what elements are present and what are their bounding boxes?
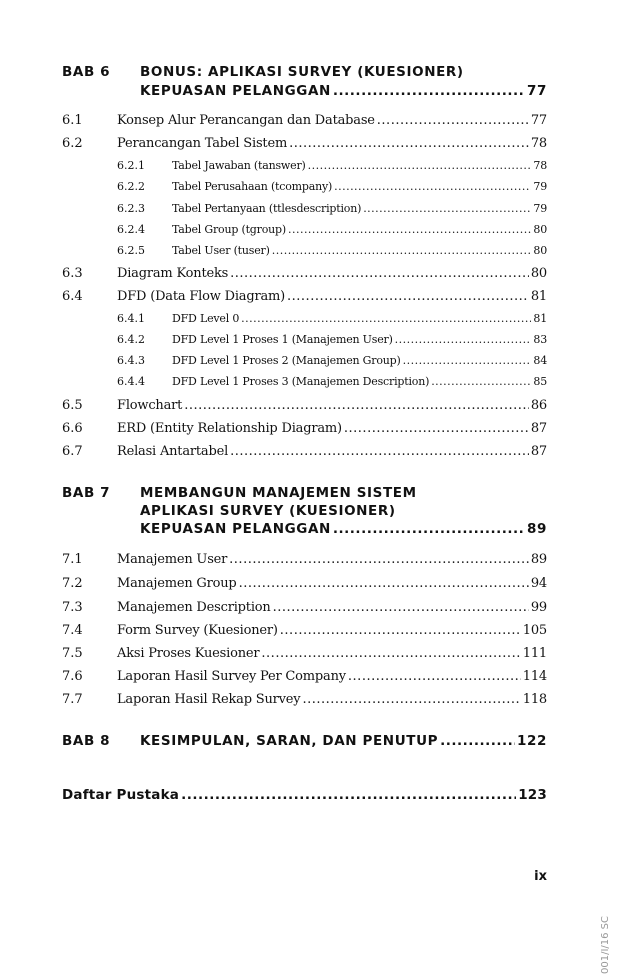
dot-leader (273, 600, 529, 615)
page-ref: 80 (530, 266, 547, 281)
dot-leader (377, 113, 529, 128)
page-ref: 87 (530, 421, 547, 436)
section-number: 7.4 (62, 623, 83, 638)
chapter-title: KESIMPULAN, SARAN, DAN PENUTUP (140, 733, 439, 749)
page-ref: 79 (533, 202, 547, 215)
chapter-title: KEPUASAN PELANGGAN (140, 521, 331, 537)
toc-entry (172, 223, 547, 236)
toc-entry (172, 354, 547, 367)
toc-entry (117, 444, 547, 459)
page-ref: 94 (530, 576, 547, 591)
page-ref: 84 (533, 354, 547, 367)
dot-leader (261, 646, 520, 661)
page-ref: 78 (530, 136, 547, 151)
toc-entry (172, 333, 547, 346)
page-ref: 99 (530, 600, 547, 615)
page-ref: 77 (527, 83, 547, 99)
entry-title: Tabel Pertanyaan (ttlesdescription) (172, 202, 362, 215)
entry-title: DFD Level 1 Proses 3 (Manajemen Description) (172, 375, 430, 388)
dot-leader (403, 354, 532, 367)
section-number: 6.5 (62, 398, 83, 413)
section-number: 6.6 (62, 421, 83, 436)
toc-chapter-row (140, 733, 547, 749)
toc-entry (117, 646, 547, 661)
entry-title: Konsep Alur Perancangan dan Database (117, 113, 375, 128)
dot-leader (181, 787, 516, 803)
toc-entry (117, 576, 547, 591)
page-number: ix (534, 869, 547, 884)
page-ref: 79 (533, 180, 547, 193)
dot-leader (280, 623, 521, 638)
section-number: 7.6 (62, 669, 83, 684)
section-number: 6.4.1 (117, 312, 145, 325)
page-ref: 89 (527, 521, 547, 537)
section-number: 6.2.4 (117, 223, 145, 236)
chapter-title: BONUS: APLIKASI SURVEY (KUESIONER) (140, 64, 464, 80)
entry-title: DFD Level 1 Proses 2 (Manajemen Group) (172, 354, 401, 367)
toc-entry (117, 669, 547, 684)
entry-title: Perancangan Tabel Sistem (117, 136, 288, 151)
dot-leader (239, 576, 529, 591)
section-number: 7.2 (62, 576, 83, 591)
chapter-title: Daftar Pustaka (62, 787, 180, 803)
toc-entry (172, 312, 547, 325)
dot-leader (184, 398, 529, 413)
dot-leader (302, 692, 520, 707)
chapter-label: BAB 8 (62, 733, 111, 749)
chapter-label: BAB 7 (62, 485, 111, 501)
dot-leader (431, 375, 531, 388)
toc-entry (117, 600, 547, 615)
dot-leader (308, 159, 532, 172)
entry-title: Aksi Proses Kuesioner (117, 646, 260, 661)
dot-leader (363, 202, 531, 215)
toc-chapter-row (62, 787, 547, 803)
section-number: 6.2.1 (117, 159, 145, 172)
entry-title: Diagram Konteks (117, 266, 229, 281)
section-number: 6.4 (62, 289, 83, 304)
dot-leader (395, 333, 532, 346)
toc-entry (117, 136, 547, 151)
section-number: 7.1 (62, 552, 83, 567)
toc-entry (172, 159, 547, 172)
entry-title: DFD (Data Flow Diagram) (117, 289, 286, 304)
entry-title: Form Survey (Kuesioner) (117, 623, 278, 638)
dot-leader (230, 444, 529, 459)
page-ref: 86 (530, 398, 547, 413)
toc-entry (117, 692, 547, 707)
entry-title: Tabel Jawaban (tanswer) (172, 159, 306, 172)
section-number: 6.2.3 (117, 202, 145, 215)
page-ref: 122 (517, 733, 547, 749)
toc-entry (117, 266, 547, 281)
entry-title: Laporan Hasil Survey Per Company (117, 669, 346, 684)
section-number: 6.2.2 (117, 180, 145, 193)
page-ref: 77 (530, 113, 547, 128)
side-code: 001/I/16 SC (600, 916, 611, 974)
dot-leader (287, 289, 529, 304)
section-number: 6.4.4 (117, 375, 145, 388)
toc-entry (117, 623, 547, 638)
page-ref: 83 (533, 333, 547, 346)
entry-title: Relasi Antartabel (117, 444, 229, 459)
toc-entry (117, 398, 547, 413)
page-ref: 123 (518, 787, 547, 803)
page-ref: 118 (522, 692, 547, 707)
page-ref: 105 (522, 623, 547, 638)
page-ref: 80 (533, 223, 547, 236)
dot-leader (334, 180, 531, 193)
section-number: 6.2.5 (117, 244, 145, 257)
page-ref: 87 (530, 444, 547, 459)
toc-entry (117, 552, 547, 567)
page-ref: 85 (533, 375, 547, 388)
page-ref: 81 (530, 289, 547, 304)
toc-entry (117, 289, 547, 304)
section-number: 6.4.3 (117, 354, 145, 367)
dot-leader (440, 733, 515, 749)
entry-title: Tabel Perusahaan (tcompany) (172, 180, 333, 193)
entry-title: Flowchart (117, 398, 183, 413)
entry-title: Tabel User (tuser) (172, 244, 270, 257)
page-ref: 111 (522, 646, 547, 661)
toc-entry (172, 244, 547, 257)
section-number: 6.3 (62, 266, 83, 281)
toc-entry (117, 421, 547, 436)
dot-leader (289, 136, 529, 151)
page-ref: 89 (530, 552, 547, 567)
section-number: 7.5 (62, 646, 83, 661)
entry-title: Tabel Group (tgroup) (172, 223, 286, 236)
dot-leader (229, 552, 529, 567)
page-ref: 114 (522, 669, 547, 684)
chapter-title: MEMBANGUN MANAJEMEN SISTEM (140, 485, 417, 501)
dot-leader (241, 312, 531, 325)
dot-leader (272, 244, 532, 257)
entry-title: Manajemen User (117, 552, 228, 567)
dot-leader (288, 223, 531, 236)
entry-title: DFD Level 1 Proses 1 (Manajemen User) (172, 333, 393, 346)
toc-chapter-row (140, 83, 547, 99)
dot-leader (230, 266, 529, 281)
section-number: 6.4.2 (117, 333, 145, 346)
chapter-title: APLIKASI SURVEY (KUESIONER) (140, 503, 396, 519)
entry-title: DFD Level 0 (172, 312, 240, 325)
entry-title: Laporan Hasil Rekap Survey (117, 692, 301, 707)
toc-entry (172, 202, 547, 215)
chapter-title: KEPUASAN PELANGGAN (140, 83, 331, 99)
entry-title: ERD (Entity Relationship Diagram) (117, 421, 342, 436)
entry-title: Manajemen Description (117, 600, 271, 615)
section-number: 7.7 (62, 692, 83, 707)
toc-entry (172, 180, 547, 193)
entry-title: Manajemen Group (117, 576, 237, 591)
toc-entry (172, 375, 547, 388)
section-number: 6.7 (62, 444, 83, 459)
chapter-label: BAB 6 (62, 64, 111, 80)
section-number: 6.2 (62, 136, 83, 151)
toc-entry (117, 113, 547, 128)
dot-leader (333, 83, 525, 99)
toc-chapter-row (140, 521, 547, 537)
section-number: 6.1 (62, 113, 83, 128)
dot-leader (348, 669, 521, 684)
page-ref: 78 (533, 159, 547, 172)
section-number: 7.3 (62, 600, 83, 615)
dot-leader (344, 421, 529, 436)
dot-leader (333, 521, 525, 537)
page-ref: 81 (533, 312, 547, 325)
page-ref: 80 (533, 244, 547, 257)
